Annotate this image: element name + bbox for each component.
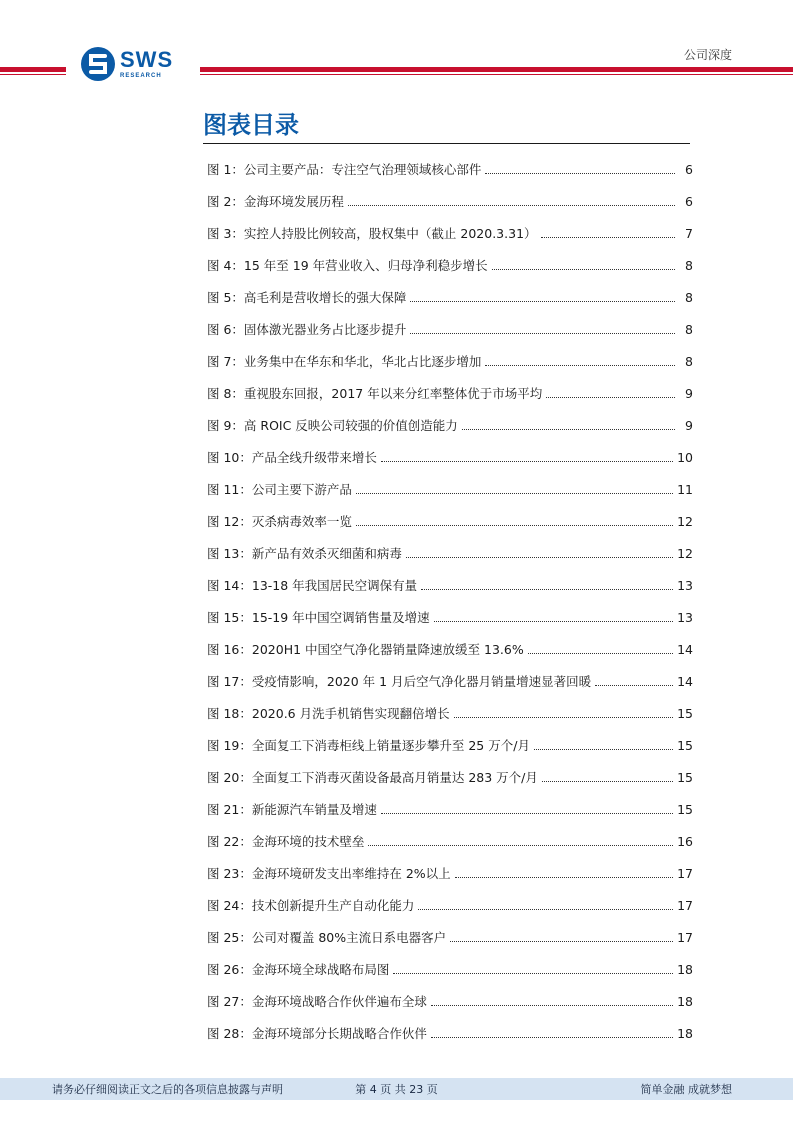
toc-item-page: 18 [677, 993, 693, 1009]
footer-bar [0, 1078, 793, 1100]
toc-item-page: 8 [685, 321, 693, 337]
footer-page-info: 第 4 页 共 23 页 [355, 1083, 438, 1096]
toc-leader-dots [546, 396, 675, 398]
toc-item-page: 8 [685, 289, 693, 305]
report-type: 公司深度 [683, 48, 732, 62]
footer-slogan: 简单金融 成就梦想 [640, 1083, 732, 1096]
toc-item-page: 7 [685, 225, 693, 241]
toc-item-page: 15 [677, 801, 693, 817]
toc-item-label: 图 15：15-19 年中国空调销售量及增速 [207, 610, 430, 625]
toc-item-label: 图 8：重视股东回报，2017 年以来分红率整体优于市场平均 [207, 386, 543, 401]
toc-item[interactable] [207, 761, 693, 793]
toc-item-label: 图 9：高 ROIC 反映公司较强的价值创造能力 [207, 418, 458, 433]
toc-item[interactable] [207, 697, 693, 729]
toc-item[interactable] [207, 793, 693, 825]
sws-logo-icon [80, 46, 116, 82]
toc-item-page: 9 [685, 417, 693, 433]
logo-text: SWS [120, 47, 174, 72]
toc-leader-dots [595, 684, 673, 686]
toc-leader-dots [431, 1036, 673, 1038]
toc-item[interactable] [207, 441, 693, 473]
sws-logo [80, 44, 190, 84]
toc-leader-dots [393, 972, 673, 974]
toc-item-page: 6 [685, 193, 693, 209]
toc-item-page: 14 [677, 673, 693, 689]
toc-item[interactable] [207, 345, 693, 377]
toc-leader-dots [434, 620, 673, 622]
toc-item-page: 11 [677, 481, 693, 497]
toc-item-label: 图 19：全面复工下消毒柜线上销量逐步攀升至 25 万个/月 [207, 738, 530, 753]
toc-item-page: 18 [677, 1025, 693, 1041]
toc-item[interactable] [207, 281, 693, 313]
toc-item-label: 图 11：公司主要下游产品 [207, 482, 352, 497]
toc-item-label: 图 26：金海环境全球战略布局图 [207, 962, 390, 977]
toc-item-page: 15 [677, 705, 693, 721]
toc-item-label: 图 5：高毛利是营收增长的强大保障 [207, 290, 407, 305]
toc-leader-dots [492, 268, 675, 270]
toc-item-page: 12 [677, 513, 693, 529]
header-rule [0, 67, 66, 72]
toc-item-label: 图 7：业务集中在华东和华北，华北占比逐步增加 [207, 354, 482, 369]
toc-item[interactable] [207, 313, 693, 345]
toc-title: 图表目录 [203, 111, 299, 139]
toc-item[interactable] [207, 249, 693, 281]
toc-item[interactable] [207, 377, 693, 409]
toc-item-page: 8 [685, 257, 693, 273]
toc-leader-dots [381, 460, 673, 462]
toc-item-page: 17 [677, 897, 693, 913]
toc-item-label: 图 25：公司对覆盖 80%主流日系电器客户 [207, 930, 447, 945]
toc-item[interactable] [207, 505, 693, 537]
toc-item-label: 图 27：金海环境战略合作伙伴遍布全球 [207, 994, 427, 1009]
toc-item-label: 图 21：新能源汽车销量及增速 [207, 802, 377, 817]
toc-leader-dots [421, 588, 673, 590]
toc-item-page: 16 [677, 833, 693, 849]
toc-item[interactable] [207, 825, 693, 857]
toc-item-label: 图 20：全面复工下消毒灭菌设备最高月销量达 283 万个/月 [207, 770, 538, 785]
toc-item-label: 图 12：灭杀病毒效率一览 [207, 514, 352, 529]
toc-leader-dots [450, 940, 673, 942]
toc-item-label: 图 1：公司主要产品：专注空气治理领域核心部件 [207, 162, 482, 177]
toc-leader-dots [455, 876, 673, 878]
toc-item[interactable] [207, 217, 693, 249]
toc-item-label: 图 10：产品全线升级带来增长 [207, 450, 377, 465]
toc-leader-dots [485, 172, 675, 174]
toc-item-label: 图 2：金海环境发展历程 [207, 194, 344, 209]
toc-item-label: 图 16：2020H1 中国空气净化器销量降速放缓至 13.6% [207, 642, 524, 657]
toc-item[interactable] [207, 409, 693, 441]
toc-item[interactable] [207, 921, 693, 953]
toc-leader-dots [348, 204, 675, 206]
toc-leader-dots [462, 428, 675, 430]
toc-item[interactable] [207, 729, 693, 761]
toc-leader-dots [431, 1004, 673, 1006]
toc-leader-dots [368, 844, 673, 846]
toc-item[interactable] [207, 633, 693, 665]
toc-leader-dots [542, 780, 673, 782]
toc-item-label: 图 14：13-18 年我国居民空调保有量 [207, 578, 418, 593]
toc-item-label: 图 3：实控人持股比例较高，股权集中（截止 2020.3.31） [207, 226, 537, 241]
toc-item-page: 15 [677, 769, 693, 785]
toc-item-page: 6 [685, 161, 693, 177]
toc-item-label: 图 4：15 年至 19 年营业收入、归母净利稳步增长 [207, 258, 488, 273]
toc-item-page: 17 [677, 929, 693, 945]
logo-subtext: RESEARCH [120, 73, 162, 79]
toc-item-page: 13 [677, 577, 693, 593]
footer-disclaimer: 请务必仔细阅读正文之后的各项信息披露与声明 [52, 1083, 283, 1096]
toc-leader-dots [528, 652, 673, 654]
toc-item[interactable] [207, 1017, 693, 1049]
toc-leader-dots [541, 236, 675, 238]
toc-leader-dots [406, 556, 673, 558]
toc-item-page: 17 [677, 865, 693, 881]
toc-item[interactable] [207, 953, 693, 985]
toc-leader-dots [534, 748, 673, 750]
toc-item-label: 图 13：新产品有效杀灭细菌和病毒 [207, 546, 402, 561]
toc-item[interactable] [207, 665, 693, 697]
toc-item[interactable] [207, 473, 693, 505]
toc-item[interactable] [207, 601, 693, 633]
toc-leader-dots [410, 300, 675, 302]
toc-leader-dots [356, 492, 673, 494]
header-rule-thin [0, 74, 66, 75]
header-rule [200, 67, 793, 72]
toc-item-label: 图 24：技术创新提升生产自动化能力 [207, 898, 415, 913]
toc-item-label: 图 23：金海环境研发支出率维持在 2%以上 [207, 866, 451, 881]
toc-leader-dots [418, 908, 673, 910]
toc-title-rule [203, 143, 690, 144]
toc-item[interactable] [207, 569, 693, 601]
toc-item-label: 图 17：受疫情影响，2020 年 1 月后空气净化器月销量增速显著回暖 [207, 674, 592, 689]
toc-item-page: 12 [677, 545, 693, 561]
toc-item-page: 15 [677, 737, 693, 753]
toc-leader-dots [356, 524, 673, 526]
header-rule-thin [200, 74, 793, 75]
toc-list [207, 153, 693, 1049]
toc-item-page: 13 [677, 609, 693, 625]
toc-leader-dots [410, 332, 675, 334]
toc-item-page: 14 [677, 641, 693, 657]
toc-leader-dots [485, 364, 675, 366]
toc-item-label: 图 6：固体激光器业务占比逐步提升 [207, 322, 407, 337]
toc-item[interactable] [207, 537, 693, 569]
toc-item-page: 9 [685, 385, 693, 401]
toc-item-page: 18 [677, 961, 693, 977]
toc-item[interactable] [207, 153, 693, 185]
toc-item[interactable] [207, 185, 693, 217]
toc-item-label: 图 18：2020.6 月洗手机销售实现翻倍增长 [207, 706, 450, 721]
toc-item-label: 图 22：金海环境的技术壁垒 [207, 834, 365, 849]
toc-item[interactable] [207, 985, 693, 1017]
toc-item[interactable] [207, 889, 693, 921]
toc-leader-dots [454, 716, 674, 718]
toc-item-page: 10 [677, 449, 693, 465]
toc-item[interactable] [207, 857, 693, 889]
toc-item-page: 8 [685, 353, 693, 369]
toc-leader-dots [381, 812, 673, 814]
toc-item-label: 图 28：金海环境部分长期战略合作伙伴 [207, 1026, 427, 1041]
